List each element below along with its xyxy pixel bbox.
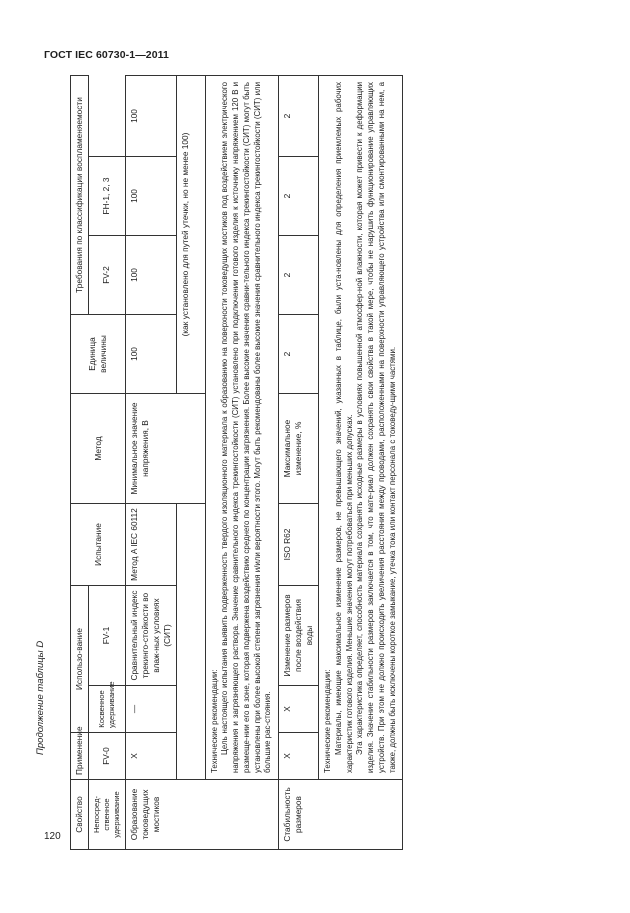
cell-test: Изменение размеров после воздействия воды <box>279 586 319 686</box>
recommendations-note <box>205 75 279 779</box>
col-header-indirect: Косвенное удерживание <box>88 686 125 733</box>
col-header-fv1: FV-1 <box>88 586 125 686</box>
cell-fv2: 2 <box>279 157 319 236</box>
table-row <box>319 75 403 849</box>
cell-fh: 100 <box>125 75 176 156</box>
recommendations-note <box>319 75 403 779</box>
table-row <box>279 75 319 849</box>
cell-requirements-note: (как установлено для путей утечки, но не менее 100) <box>176 75 205 393</box>
cell-property: Образование токоведущих мостиков <box>125 780 278 850</box>
recommendations-text: Материалы, имеющие максимальное изменение размеров, не превышающего значений, указанных в таблице, были уста-новлены для определения приемлемых рабочих характеристик готового изделия. Меньшие значения могут потребоваться при меньших допусках. <box>333 81 354 773</box>
col-header-test: Испытание <box>71 504 126 586</box>
col-header-method: Метод <box>71 394 126 504</box>
recommendations-text: Эта характеристика определяет, способность материала сохранять исходные размеры в условиях повышенной атмосфер-ной влажности, которая может привести к деформации изделия. Значение стабильности размеров заключается в том, что мате-риал должен сохранять свои свойства в такой мере, чтобы не нарушить функционирование управляющих устройств. При этом не должно происходить увеличения расстояния между проводами, расположенными на поверхности управляющего устройства или смонтированными на нем, а также, должны быть исключены короткое замыкание, утечка тока или контакт персонала с токоведу-щими частями. <box>355 81 397 773</box>
cell-application: X <box>279 733 319 780</box>
table-continuation-caption: Продолжение таблицы D <box>35 640 46 755</box>
col-header-fh: FH-1, 2, 3 <box>88 157 125 236</box>
col-header-property: Свойство <box>71 780 89 850</box>
cell-fv1: 2 <box>279 236 319 315</box>
cell-unit: Минимальное значение напряжения, В <box>125 394 205 504</box>
table-row <box>125 75 176 849</box>
col-header-usage: Использо-вание <box>71 586 89 733</box>
cell-test: Сравнительный индекс трекинго-стойкости во влаж-ных условиях (СИТ) <box>125 586 176 686</box>
col-header-application: Применение <box>71 733 89 780</box>
table-row <box>205 75 279 849</box>
cell-method: ISO R62 <box>279 504 319 586</box>
cell-usage: — <box>125 686 176 733</box>
cell-unit: Максимальное изменение, % <box>279 394 319 504</box>
empty-cell <box>176 504 205 780</box>
col-header-requirements: Требования по классификации воспламеняемости <box>71 75 89 314</box>
recommendations-title: Технические рекомендации: <box>323 669 333 773</box>
cell-fv1: 100 <box>125 236 176 315</box>
col-header-fv2: FV-2 <box>88 236 125 315</box>
col-header-direct: Непосред-ственное удерживание <box>88 780 125 850</box>
page-number: 120 <box>44 831 61 842</box>
recommendations-text: Цель настоящего испытания выявить подверженность твердого изоляционного материала к образованию на поверхности токоведущих мостиков под воздействием электрического напряжения и загрязняющего раствора. Значение сравнительного индекса трекингостойкости (СИТ) установлено при подключении готового изделия к источнику напряжением 120 В и размеще-нии его в зоне, которая подвержена воздействию среднего по концентрации загрязнения. Более высокие значения сравни-тельного индекса трекингостойкости (СИТ) могут быть установлены при более высокой степени загрязнения и/или вероятности этого. Могут быть рекомендованы более высокие значения сравнительного индекса трекингостойкости (СИТ) или большие рас-стояния. <box>220 81 273 773</box>
rotated-table-container <box>70 76 582 850</box>
properties-table <box>70 75 403 850</box>
recommendations-title: Технические рекомендации: <box>209 669 219 773</box>
table-header-row-1 <box>71 75 89 849</box>
cell-fv2: 100 <box>125 157 176 236</box>
cell-application: X <box>125 733 176 780</box>
cell-usage: X <box>279 686 319 733</box>
cell-fv0: 2 <box>279 315 319 394</box>
cell-method: Метод A IEC 60112 <box>125 504 176 586</box>
cell-fv0: 100 <box>125 315 176 394</box>
cell-property: Стабильность размеров <box>279 780 403 850</box>
col-header-unit: Единица величины <box>71 315 126 394</box>
cell-fh: 2 <box>279 75 319 156</box>
document-header: ГОСТ IEC 60730-1—2011 <box>44 49 169 61</box>
col-header-fv0: FV-0 <box>88 733 125 780</box>
